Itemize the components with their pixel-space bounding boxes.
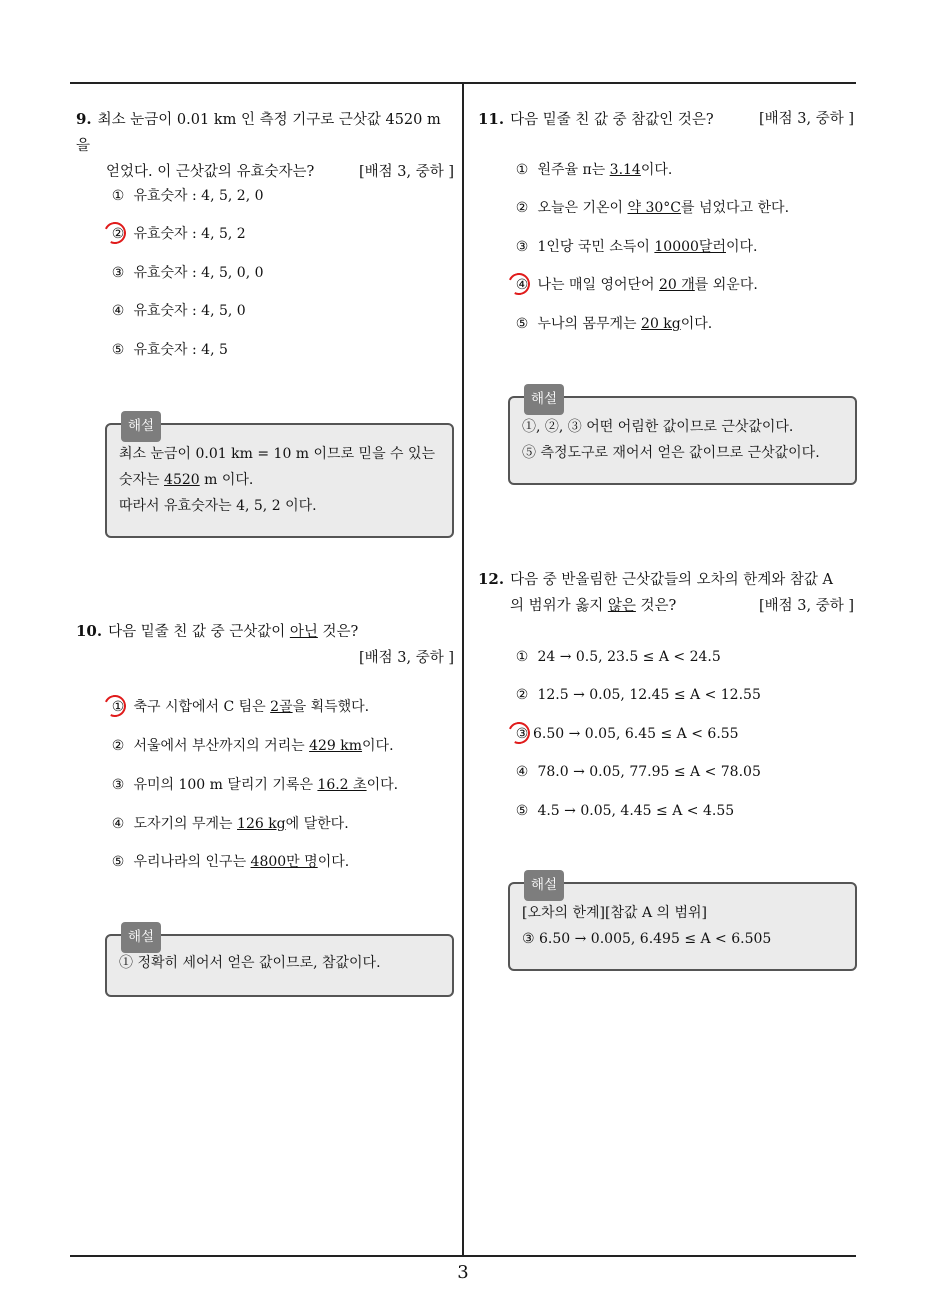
explanation-line: [오차의 한계][참값 A 의 범위] [522,905,707,921]
question-9 [76,106,454,185]
question-12: 12. 다음 중 반올림한 근삿값들의 오차의 한계와 참값 A 의 범위가 옳지 않은 것은? [배점 3, 중하 ] [478,566,854,619]
score-meta: [배점 3, 중하 ] [358,164,454,180]
explanation-tag: 해설 [524,870,564,901]
option-2[interactable]: ② 12.5 → 0.05, 12.45 ≤ A < 12.55 [515,687,761,703]
column-divider [462,83,464,1256]
option-5[interactable]: ⑤ 4.5 → 0.05, 4.45 ≤ A < 4.55 [515,803,735,819]
option-3[interactable]: ③ 1인당 국민 소득이 10000달러이다. [515,239,758,255]
explanation-line: 따라서 유효숫자는 4, 5, 2 이다. [119,498,317,514]
option-4[interactable]: ④ 78.0 → 0.05, 77.95 ≤ A < 78.05 [515,764,761,780]
option-1[interactable]: ① 24 → 0.5, 23.5 ≤ A < 24.5 [515,649,721,665]
explanation-box-9: 해설 최소 눈금이 0.01 km = 10 m 이므로 믿을 수 있는 숫자는 4520 m 이다. 따라서 유효숫자는 4, 5, 2 이다. [105,423,454,538]
option-3[interactable]: ③ 6.50 → 0.05, 6.45 ≤ A < 6.55 [511,723,739,745]
explanation-tag: 해설 [121,922,161,953]
question-number: 12. [478,570,505,588]
bottom-rule [70,1255,856,1257]
question-text: 얻었다. 이 근삿값의 유효숫자는? [106,164,315,180]
page-number: 3 [457,1262,469,1283]
score-meta: [배점 3, 중하 ] [358,650,454,666]
option-5[interactable]: ⑤ 우리나라의 인구는 4800만 명이다. [111,854,350,870]
explanation-line: ①, ②, ③ 어떤 어림한 값이므로 근삿값이다. [522,419,794,435]
underlined-word: 않은 [607,598,636,614]
underlined-word: 아닌 [289,624,318,640]
question-number: 11. [478,110,505,128]
option-3[interactable]: ③ 유효숫자 : 4, 5, 0, 0 [111,265,264,281]
option-4[interactable]: ④ 나는 매일 영어단어 20 개를 외운다. [511,274,758,296]
underlined-value: 4520 [164,472,200,488]
question-number: 9. [76,110,92,128]
option-1[interactable]: ① 유효숫자 : 4, 5, 2, 0 [111,188,264,204]
option-2[interactable]: ② 오늘은 기온이 약 30°C를 넘었다고 한다. [515,200,790,216]
explanation-line: 최소 눈금이 0.01 km = 10 m 이므로 믿을 수 있는 [119,446,436,462]
option-5[interactable]: ⑤ 누나의 몸무게는 20 kg이다. [515,316,713,332]
option-1[interactable]: ① 원주율 π는 3.14이다. [515,162,673,178]
explanation-tag: 해설 [121,411,161,442]
explanation-line: ⑤ 측정도구로 재어서 얻은 값이므로 근삿값이다. [522,445,820,461]
option-4[interactable]: ④ 도자기의 무게는 126 kg에 달한다. [111,816,349,832]
option-2[interactable]: ② 유효숫자 : 4, 5, 2 [107,223,246,245]
question-10: 10. 다음 밑줄 친 값 중 근삿값이 아닌 것은? [배점 3, 중하 ] [76,622,454,666]
answer-mark-icon [505,719,533,747]
option-5[interactable]: ⑤ 유효숫자 : 4, 5 [111,342,228,358]
explanation-box-11 [508,391,857,485]
option-3[interactable]: ③ 유미의 100 m 달리기 기록은 16.2 초이다. [111,777,399,793]
explanation-box-10 [105,929,454,997]
answer-mark-icon [101,219,129,247]
score-meta: [배점 3, 중하 ] [758,111,854,127]
explanation-line: ① 정확히 세어서 얻은 값이므로, 참값이다. [119,955,381,971]
score-meta: [배점 3, 중하 ] [758,598,854,614]
explanation-box-12 [508,877,857,971]
answer-mark-icon [101,692,129,720]
answer-mark-icon [505,270,533,298]
option-1[interactable]: ① 축구 시합에서 C 팀은 2골을 획득했다. [107,696,369,718]
explanation-line: ③ 6.50 → 0.005, 6.495 ≤ A < 6.505 [522,931,772,947]
question-number: 10. [76,622,103,640]
question-11: 11. 다음 밑줄 친 값 중 참값인 것은? [배점 3, 중하 ] [478,106,854,133]
explanation-tag: 해설 [524,384,564,415]
option-4[interactable]: ④ 유효숫자 : 4, 5, 0 [111,303,246,319]
option-2[interactable]: ② 서울에서 부산까지의 거리는 429 km이다. [111,738,394,754]
question-text: 최소 눈금이 0.01 km 인 측정 기구로 근삿값 4520 m 을 [76,112,441,154]
